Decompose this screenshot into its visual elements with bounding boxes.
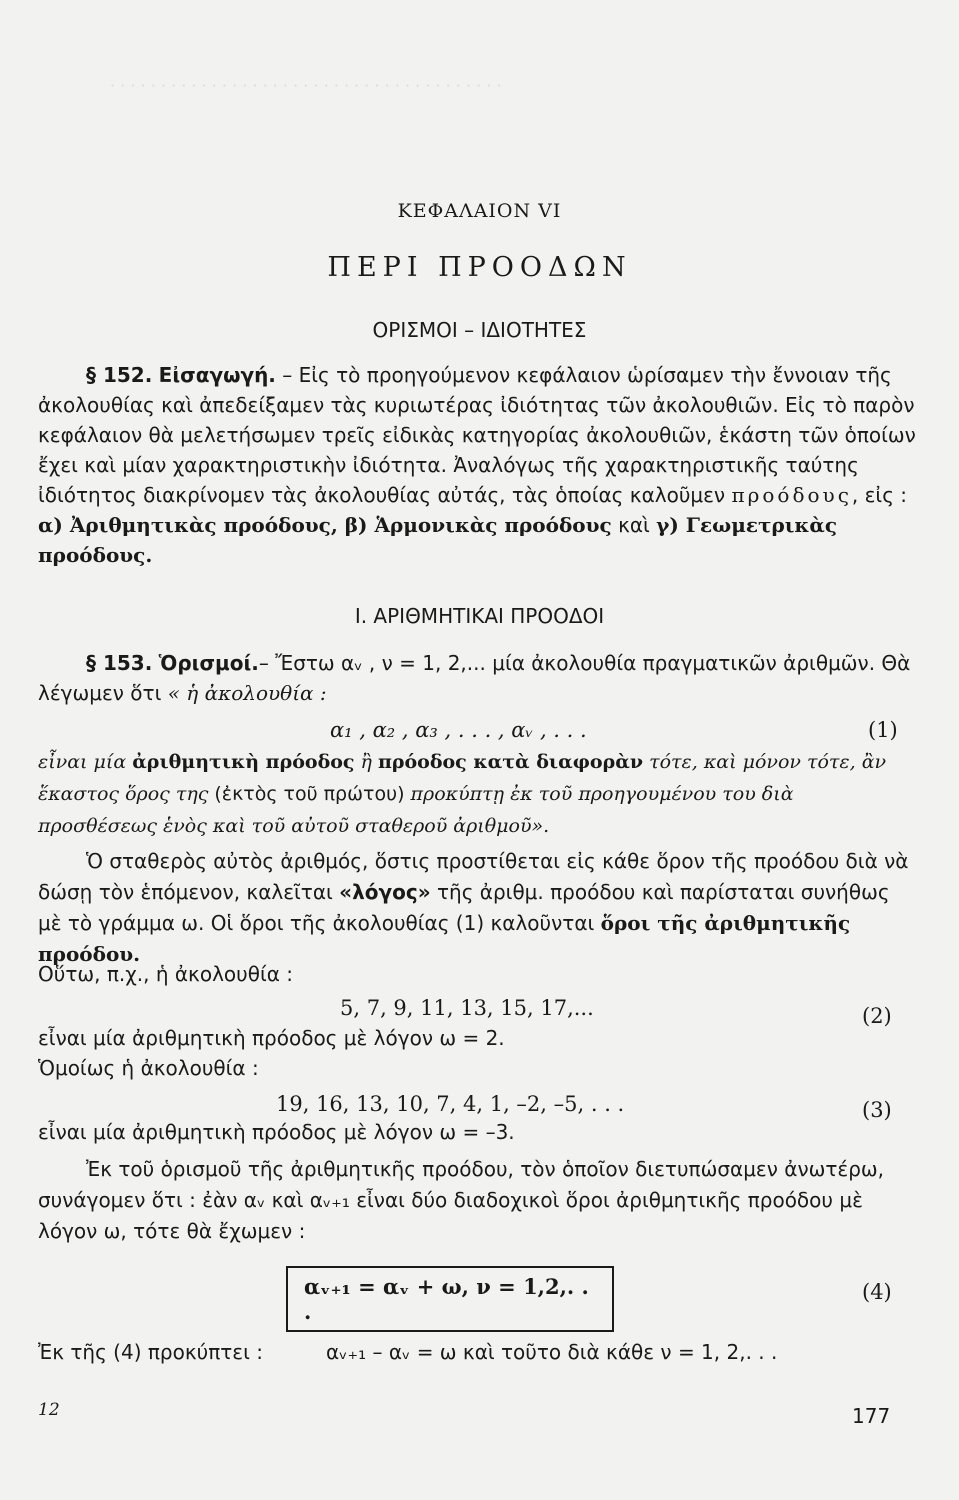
page-number: 177 [852, 1404, 891, 1428]
margin-mark: 12 [38, 1400, 60, 1420]
definition-term-difference: πρόοδος κατὰ διαφορὰν [377, 751, 644, 773]
final-line-right: αᵥ₊₁ – αᵥ = ω καὶ τοῦτο διὰ κάθε ν = 1, 2,. . . [326, 1340, 778, 1364]
ratio-text-a: Ὁ σταθερὸς αὐτὸς ἀριθμός, ὅστις προστίθεται εἰς κάθε ὅρον τῆς προόδου διὰ νὰ δώσῃ τὸν ἑπόμενον, καλεῖται [38, 849, 909, 904]
example-2-intro: Ὁμοίως ἡ ἀκολουθία : [38, 1056, 259, 1080]
section-153-paragraph [38, 648, 918, 708]
section-153-heading: Ὁρισμοί. [158, 651, 259, 675]
section-153 [38, 648, 918, 708]
definition-text [38, 746, 918, 842]
consequence-text: Ἐκ τοῦ ὁρισμοῦ τῆς ἀριθμητικῆς προόδου, τὸν ὁποῖον διετυπώσαμεν ἀνωτέρω, συνάγομεν ὅτι : ἐὰν αᵥ καὶ αᵥ₊₁ εἶναι δύο διαδοχικοὶ ὅροι ἀριθμητικῆς προόδου μὲ λόγον ω, τότε θὰ ἔχωμεν : [38, 1157, 885, 1243]
definition-paragraph [38, 746, 918, 842]
section-152-text: – Εἰς τὸ προηγούμενον κεφάλαιον ὡρίσαμεν τὴν ἔννοιαν τῆς ἀκολουθίας καὶ ἀπεδείξαμεν τὰς κυριωτέρας ἰδιότητας τῶν ἀκολουθιῶν. Εἰς τὸ παρὸν κεφάλαιον θὰ μελετήσωμεν τρεῖς εἰδικὰς κατηγορίας ἀκολουθιῶν, ἑκάστη τῶν ὁποίων ἔχει καὶ μίαν χαρακτηριστικὴν ἰδιότητα. Ἀναλόγως τῆς χαρακτηριστικῆς ταύτης ἰδιότητος διακρίνομεν τὰς ἀκολουθίας αὐτάς, τὰς ὁποίας καλοῦμεν [38, 363, 916, 507]
ratio-text-c: τῆς ἀριθμ. προόδου καὶ παρίσταται συνήθως μὲ τὸ γράμμα ω. Οἱ ὅροι τῆς ἀκολουθίας (1) καλοῦνται [38, 880, 890, 935]
definition-term-arithmetic: ἀριθμητικὴ πρόοδος [132, 751, 355, 773]
section-152-text-2: , εἰς : [851, 483, 908, 507]
equation-3: 19, 16, 13, 10, 7, 4, 1, –2, –5, . . . [276, 1092, 625, 1116]
section-153-number: § 153. [86, 651, 153, 675]
chapter-title: ΠΕΡΙ ΠΡΟΟΔΩΝ [327, 252, 632, 283]
equation-4-number: (4) [862, 1280, 892, 1304]
progression-type-geometric: γ) Γεωμετρικὰς προόδους. [38, 513, 837, 567]
equation-4-box: αᵥ₊₁ = αᵥ + ω, ν = 1,2,. . . [286, 1266, 614, 1332]
equation-3-description: εἶναι μία ἀριθμητικὴ πρόοδος μὲ λόγον ω = –3. [38, 1120, 515, 1144]
section-152-paragraph [38, 360, 918, 570]
section-152-heading: Εἰσαγωγή. [158, 363, 276, 387]
ratio-paragraph [38, 846, 918, 970]
section-152-number: § 152. [86, 363, 153, 387]
equation-2: 5, 7, 9, 11, 13, 15, 17,... [340, 996, 594, 1020]
consequence-paragraph [38, 1154, 918, 1247]
spaced-term: προόδους [731, 483, 852, 507]
definition-part-c: ἢ [354, 751, 378, 773]
equation-1-number: (1) [868, 718, 898, 742]
section-153-text: – Ἔστω αᵥ , ν = 1, 2,... μία ἀκολουθία πραγματικῶν ἀριθμῶν. Θὰ λέγωμεν ὅτι [38, 651, 911, 705]
chapter-label: ΚΕΦΑΛΑΙΟΝ VI [397, 200, 562, 222]
definition-part-g: προκύπτῃ ἐκ τοῦ προηγουμένου του διὰ προσθέσεως ἑνὸς καὶ τοῦ αὐτοῦ σταθεροῦ ἀριθμοῦ». [38, 783, 794, 837]
equation-3-number: (3) [862, 1098, 892, 1122]
final-line-left: Ἐκ τῆς (4) προκύπτει : [38, 1340, 263, 1364]
progression-types: α) Ἀριθμητικὰς προόδους, β) Ἁρμονικὰς προόδους [38, 513, 612, 537]
ratio-term: «λόγος» [339, 880, 431, 904]
ratio-paragraph-text [38, 846, 918, 970]
equation-1: α₁ , α₂ , α₃ , . . . , αᵥ , . . . [330, 718, 587, 742]
definition-part-f: (ἐκτὸς τοῦ πρώτου) [214, 783, 405, 805]
equation-2-number: (2) [862, 1004, 892, 1028]
section-heading-arithmetic: Ι. ΑΡΙΘΜΗΤΙΚΑΙ ΠΡΟΟΔΟΙ [354, 604, 605, 628]
definition-part-a: εἶναι μία [38, 751, 133, 773]
definition-part-e: τότε, καὶ μόνον τότε, ἂν ἕκαστος ὅρος της [38, 751, 887, 805]
section-152-tail: καὶ [618, 513, 657, 537]
terms-definition: ὅροι τῆς ἀριθμητικῆς προόδου. [38, 911, 851, 966]
equation-2-description: εἶναι μία ἀριθμητικὴ πρόοδος μὲ λόγον ω = 2. [38, 1026, 505, 1050]
section-152 [38, 360, 918, 570]
chapter-subtitle: ΟΡΙΣΜΟΙ – ΙΔΙΟΤΗΤΕΣ [372, 318, 587, 342]
example-intro: Οὕτω, π.χ., ἡ ἀκολουθία : [38, 962, 294, 986]
definition-quote-start: « ἡ ἀκολουθία : [167, 681, 327, 705]
show-through-text: · · · · · · · · · · · · · · · · · · · · · · · · · · · · · · · · · · · · · · · [110, 76, 502, 95]
